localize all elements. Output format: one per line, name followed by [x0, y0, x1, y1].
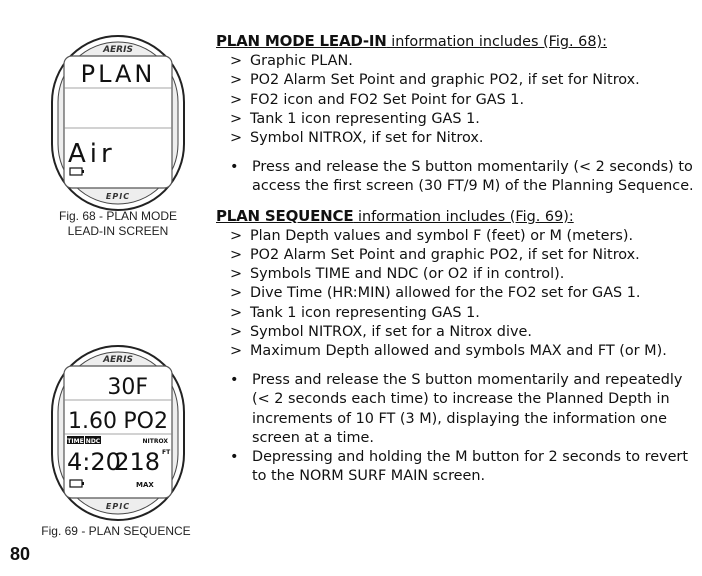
page-number: 80 [10, 544, 31, 564]
section2-list [216, 227, 696, 361]
section1-title-bold: PLAN MODE LEAD-IN [216, 32, 387, 50]
fig68-plan-display: PLAN [80, 60, 156, 88]
section1-bullet: • Press and release the S button momentarily (< 2 seconds) to access the first screen (30 FT/9 M) of the Planning Sequence. [216, 158, 696, 196]
section2-title-bold: PLAN SEQUENCE [216, 206, 354, 225]
list-item: > PO2 Alarm Set Point and graphic PO2, if set for Nitrox. [216, 246, 696, 265]
fig69-max-label: MAX [136, 481, 154, 489]
section2-bullet-2: • Depressing and holding the M button for 2 seconds to revert to the NORM SURF MAIN screen. [216, 448, 696, 486]
fig69-nitrox-label: NITROX [142, 438, 168, 445]
fig69-max-depth: 218 [114, 448, 160, 476]
list-item: > Tank 1 icon representing GAS 1. [216, 304, 696, 323]
fig69-ndc-label: NDC [85, 438, 101, 445]
list-item: > PO2 Alarm Set Point and graphic PO2, if set for Nitrox. [216, 71, 696, 90]
list-item: > Symbol NITROX, if set for a Nitrox dive. [216, 323, 696, 342]
fig69-depth-display: 30F [107, 375, 148, 400]
content-column [216, 32, 696, 486]
fig69-po2-value: 1.60 [68, 409, 117, 434]
section1-list [216, 52, 696, 148]
fig68-caption-line1: Fig. 68 - PLAN MODE [58, 209, 178, 223]
section2-heading [216, 207, 696, 227]
section2-bullet-1: • Press and release the S button momentarily and repeatedly (< 2 seconds each time) to increase the Planned Depth in increments of 10 FT (3 M), displaying the information one screen at a time. [216, 371, 696, 448]
fig69-dive-computer [50, 344, 186, 522]
section1-title-rest: information includes (Fig. 68): [386, 34, 607, 50]
list-item: > Tank 1 icon representing GAS 1. [216, 110, 696, 129]
fig69-caption: Fig. 69 - PLAN SEQUENCE [41, 524, 191, 538]
fig68-caption-line2: LEAD-IN SCREEN [67, 224, 169, 238]
fig69-time-label: TIME [67, 438, 84, 445]
list-item: > Graphic PLAN. [216, 52, 696, 71]
fig69-brand-label: AERIS [103, 355, 133, 365]
list-item: > Symbol NITROX, if set for Nitrox. [216, 129, 696, 148]
section1-heading [216, 32, 696, 52]
fig69-po2-label: PO2 [123, 409, 168, 434]
fig69-model-label: EPIC [105, 502, 131, 511]
fig68-model-label: EPIC [105, 192, 131, 201]
list-item: > Plan Depth values and symbol F (feet) or M (meters). [216, 227, 696, 246]
fig68-gas-display: Air [68, 139, 116, 169]
list-item: > Dive Time (HR:MIN) allowed for the FO2 set for GAS 1. [216, 284, 696, 303]
fig68-brand-label: AERIS [103, 45, 133, 55]
fig69-dive-time: 4:20 [67, 448, 121, 476]
list-item: > Symbols TIME and NDC (or O2 if in control). [216, 265, 696, 284]
fig69-ft-label: FT [162, 449, 171, 456]
list-item: > FO2 icon and FO2 Set Point for GAS 1. [216, 91, 696, 110]
list-item: > Maximum Depth allowed and symbols MAX and FT (or M). [216, 342, 696, 361]
fig68-caption [40, 209, 196, 239]
fig68-dive-computer [50, 34, 186, 212]
section2-title-rest: information includes (Fig. 69): [353, 208, 574, 225]
